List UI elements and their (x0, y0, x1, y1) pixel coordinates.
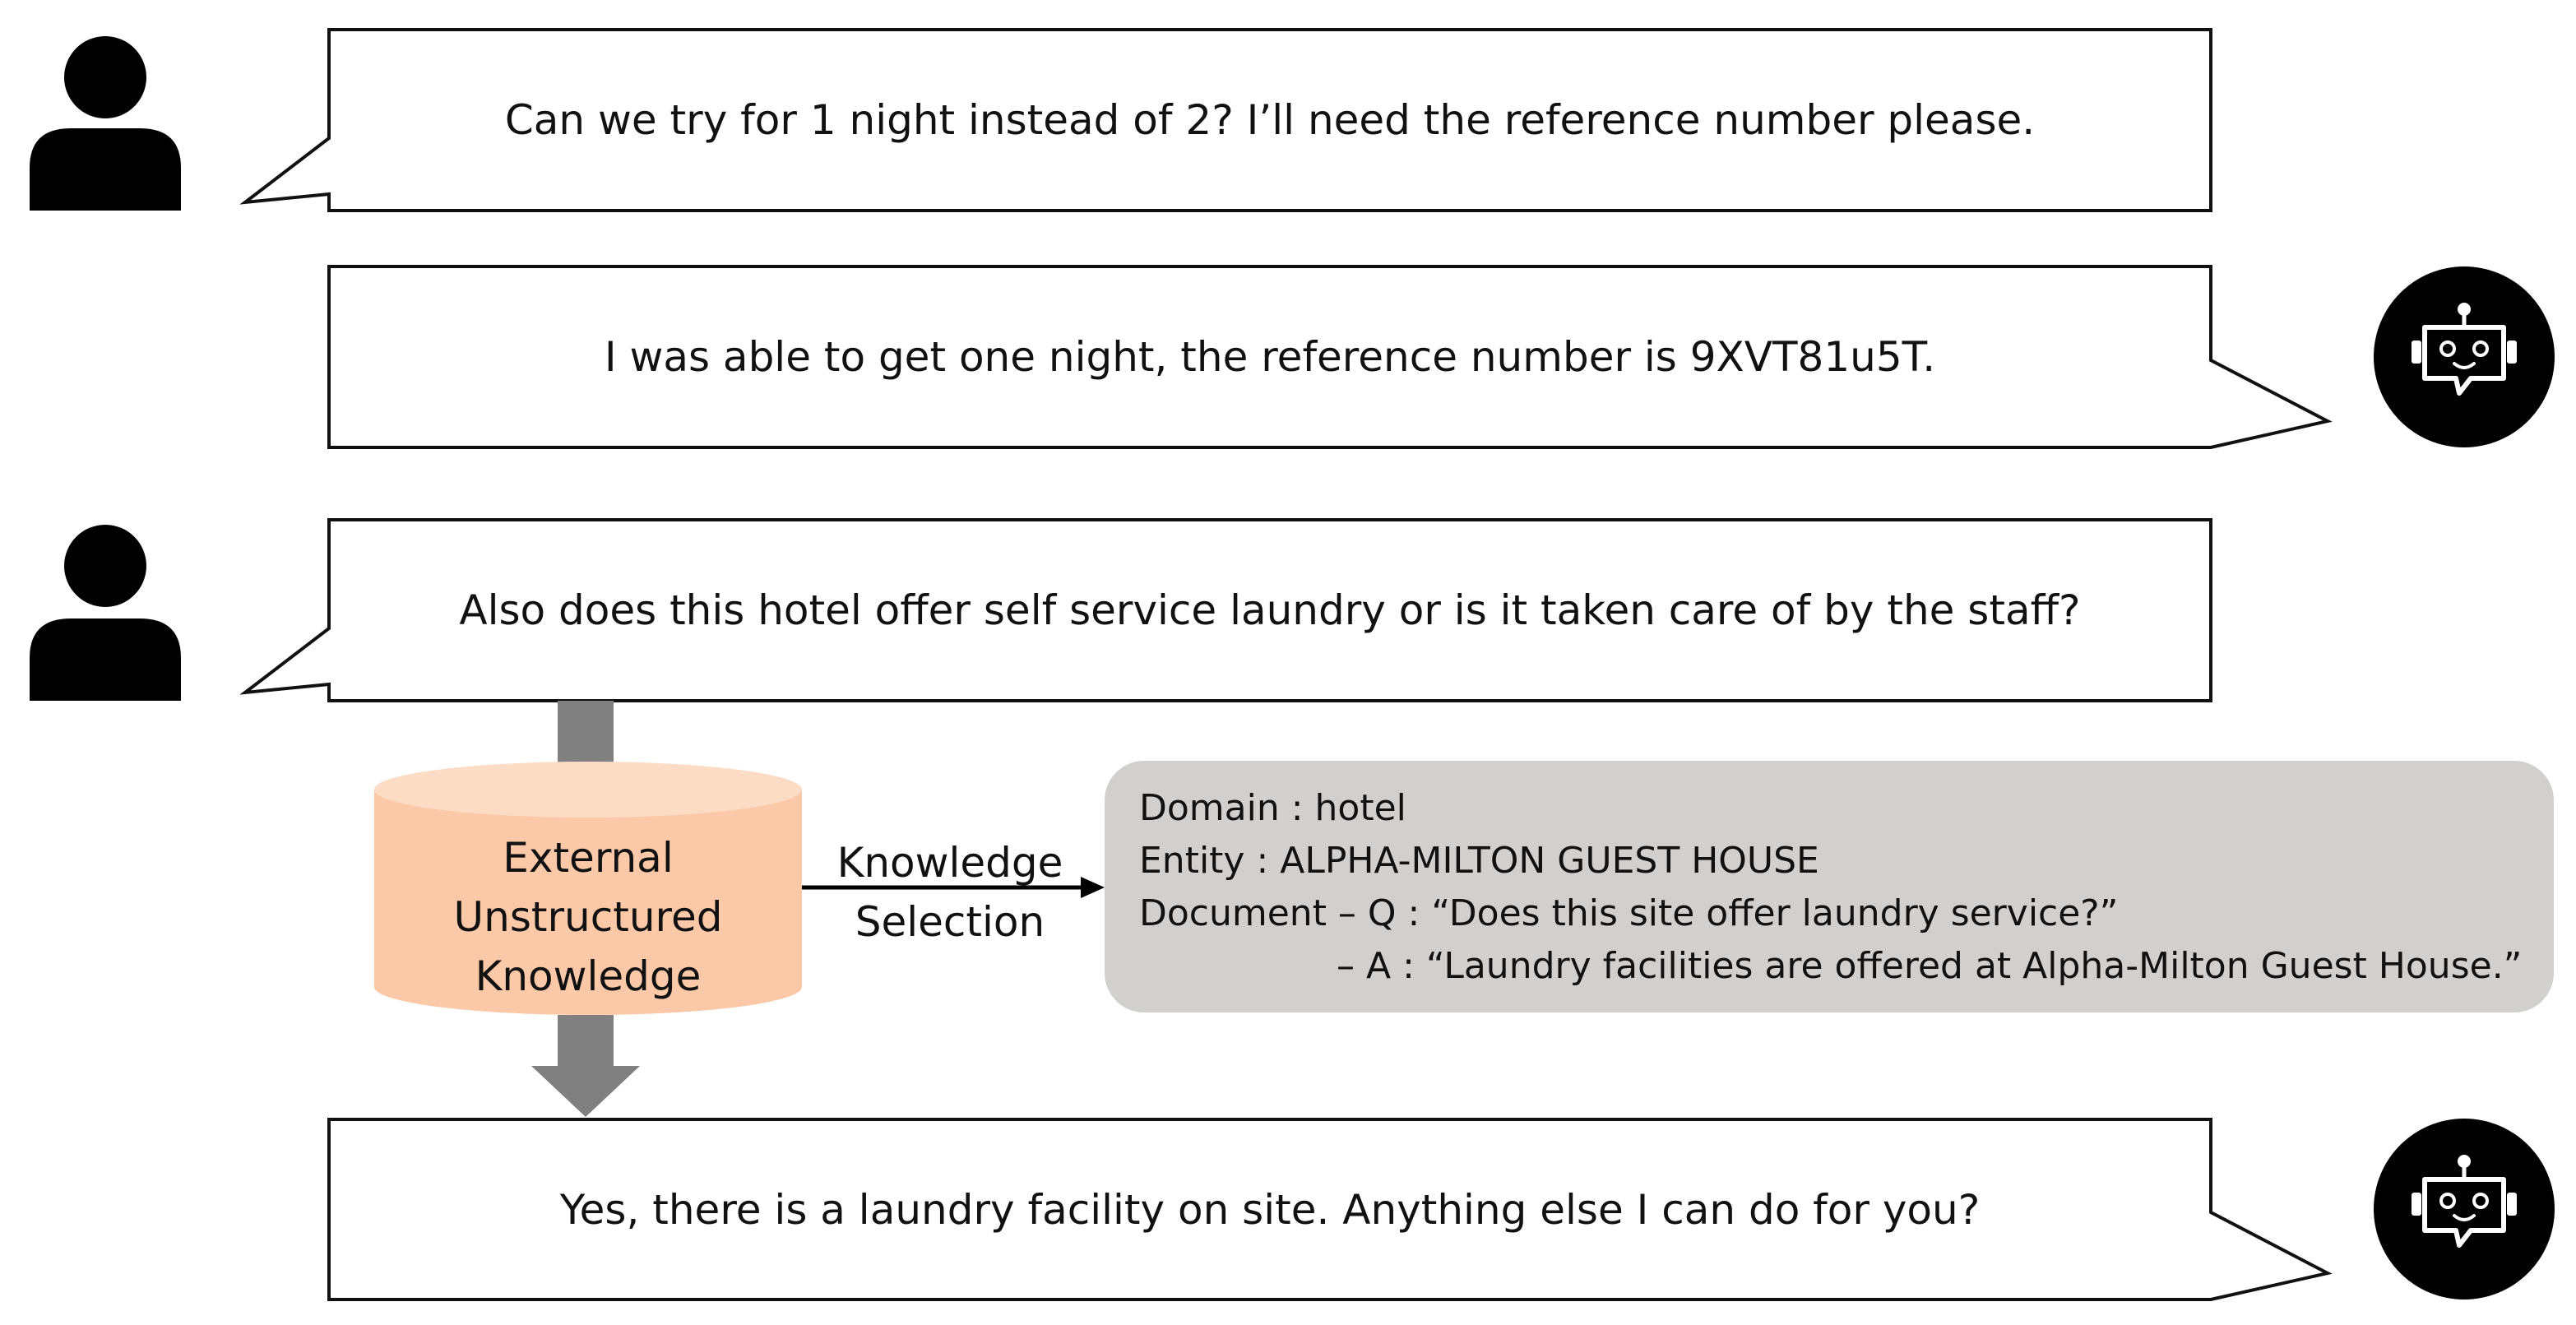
knowledge-document-answer: – A : “Laundry facilities are offered at Alpha-Milton Guest House.” (1337, 945, 2523, 987)
knowledge-selection-label-line: Selection (855, 898, 1045, 946)
user-utterance-2: Also does this hotel offer self service laundry or is it taken care of by the staff? (459, 586, 2081, 634)
knowledge-base-label-line: External (503, 834, 674, 882)
flow-arrow-down (531, 1015, 640, 1117)
knowledge-domain: Domain : hotel (1139, 787, 1406, 829)
user-utterance-1: Can we try for 1 night instead of 2? I’ll need the reference number please. (504, 96, 2036, 144)
robot-icon (2374, 266, 2555, 447)
knowledge-selection-label (802, 831, 1098, 954)
user-icon (30, 36, 181, 211)
knowledge-base-label-line: Knowledge (475, 952, 702, 1000)
robot-icon (2374, 1119, 2555, 1300)
system-response-2: Yes, there is a laundry facility on site. Anything else I can do for you? (559, 1185, 1981, 1234)
selected-knowledge-box (1105, 761, 2554, 1012)
user-icon (30, 525, 181, 701)
knowledge-base-label-line: Unstructured (453, 893, 723, 941)
knowledge-document-question: Document – Q : “Does this site offer laundry service?” (1139, 892, 2119, 934)
knowledge-base-label (374, 822, 802, 1012)
knowledge-entity: Entity : ALPHA-MILTON GUEST HOUSE (1139, 840, 1819, 882)
system-response-1: I was able to get one night, the reference number is 9XVT81u5T. (604, 333, 1936, 381)
knowledge-selection-label-line: Knowledge (836, 839, 1063, 887)
